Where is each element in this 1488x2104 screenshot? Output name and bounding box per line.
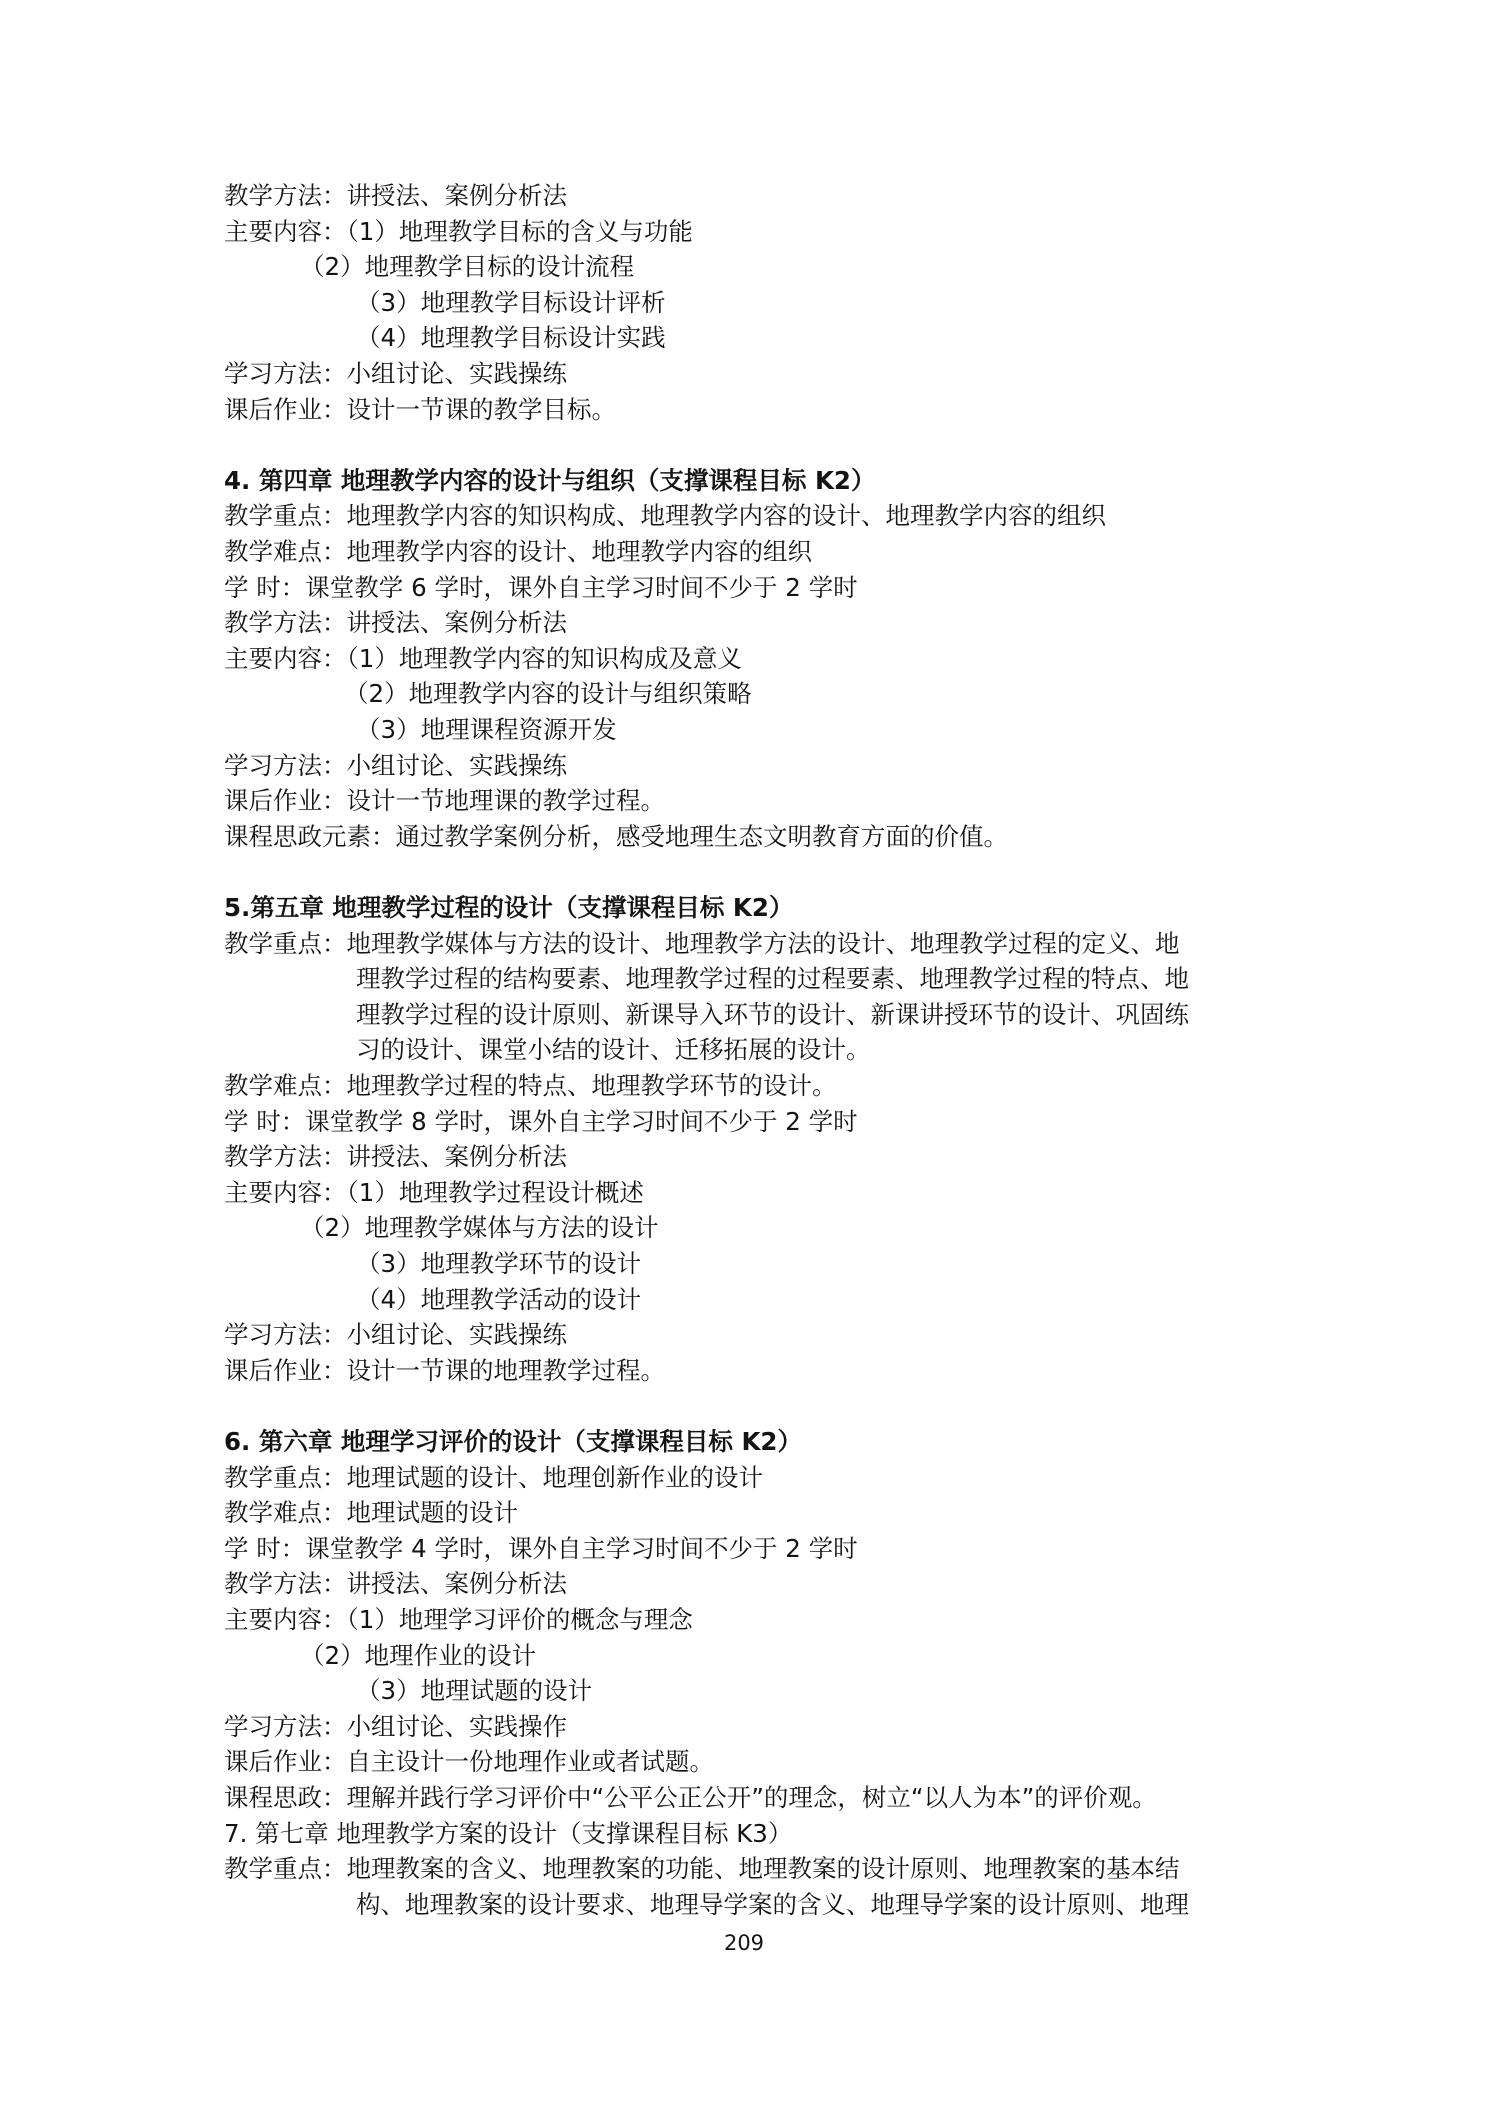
text-line: 教学方法：讲授法、案例分析法 <box>224 608 567 638</box>
text-line: 学 时：课堂教学 8 学时，课外自主学习时间不少于 2 学时 <box>224 1106 858 1136</box>
text-line: 主要内容：（1）地理学习评价的概念与理念 <box>224 1605 693 1634</box>
page-number: 209 <box>723 1931 765 1955</box>
text-line: 教学重点：地理教案的含义、地理教案的功能、地理教案的设计原则、地理教案的基本结 <box>224 1854 1180 1884</box>
text-line: （2）地理作业的设计 <box>300 1640 537 1670</box>
chapter-heading: 6. 第六章 地理学习评价的设计（支撑课程目标 K2） <box>224 1427 802 1456</box>
text-line: 学习方法：小组讨论、实践操作 <box>224 1711 567 1741</box>
text-line: （3）地理课程资源开发 <box>356 715 617 744</box>
text-line: 课后作业：设计一节地理课的教学过程。 <box>224 786 665 816</box>
text-line: 习的设计、课堂小结的设计、迁移拓展的设计。 <box>356 1035 871 1065</box>
text-line: 教学难点：地理试题的设计 <box>224 1498 518 1528</box>
text-line: （3）地理教学目标设计评析 <box>356 287 666 317</box>
text-line: 学习方法：小组讨论、实践操练 <box>224 359 567 388</box>
text-line: （3）地理试题的设计 <box>356 1676 593 1706</box>
text-line: 教学方法：讲授法、案例分析法 <box>224 1142 567 1172</box>
text-line: 教学重点：地理教学内容的知识构成、地理教学内容的设计、地理教学内容的组织 <box>224 501 1106 531</box>
text-line: （4）地理教学目标设计实践 <box>356 323 666 353</box>
text-line: （4）地理教学活动的设计 <box>356 1284 642 1314</box>
text-line: 课后作业：设计一节课的教学目标。 <box>224 394 616 424</box>
text-line: 主要内容：（1）地理教学过程设计概述 <box>224 1177 644 1207</box>
text-line: 教学方法：讲授法、案例分析法 <box>224 181 567 210</box>
text-line: 课程思政元素：通过教学案例分析，感受地理生态文明教育方面的价值。 <box>224 821 1008 851</box>
text-line: 教学重点：地理试题的设计、地理创新作业的设计 <box>224 1462 763 1492</box>
text-line: 教学重点：地理教学媒体与方法的设计、地理教学方法的设计、地理教学过程的定义、地 <box>224 928 1180 958</box>
text-line: （3）地理教学环节的设计 <box>356 1249 642 1278</box>
text-line: 课后作业：自主设计一份地理作业或者试题。 <box>224 1747 714 1777</box>
text-line: 学习方法：小组讨论、实践操练 <box>224 1320 567 1350</box>
text-line: 教学方法：讲授法、案例分析法 <box>224 1569 567 1599</box>
text-line: 学 时：课堂教学 6 学时，课外自主学习时间不少于 2 学时 <box>224 572 858 602</box>
text-line: （2）地理教学内容的设计与组织策略 <box>344 679 752 709</box>
text-line: 教学难点：地理教学内容的设计、地理教学内容的组织 <box>224 537 812 566</box>
chapter-heading: 5.第五章 地理教学过程的设计（支撑课程目标 K2） <box>224 893 794 922</box>
text-line: （2）地理教学媒体与方法的设计 <box>300 1213 659 1243</box>
text-line: 主要内容：（1）地理教学目标的含义与功能 <box>224 216 693 246</box>
text-line: 课程思政：理解并践行学习评价中“公平公正公开”的理念，树立“以人为本”的评价观。 <box>224 1783 1157 1812</box>
text-line: 7. 第七章 地理教学方案的设计（支撑课程目标 K3） <box>224 1818 793 1848</box>
text-line: 学 时：课堂教学 4 学时，课外自主学习时间不少于 2 学时 <box>224 1533 858 1563</box>
text-line: 课后作业：设计一节课的地理教学过程。 <box>224 1355 665 1385</box>
text-line: （2）地理教学目标的设计流程 <box>300 252 635 282</box>
text-line: 构、地理教案的设计要求、地理导学案的含义、地理导学案的设计原则、地理 <box>356 1889 1189 1919</box>
text-line: 理教学过程的结构要素、地理教学过程的过程要素、地理教学过程的特点、地 <box>356 964 1189 994</box>
chapter-heading: 4. 第四章 地理教学内容的设计与组织（支撑课程目标 K2） <box>224 465 876 495</box>
text-line: 主要内容：（1）地理教学内容的知识构成及意义 <box>224 643 742 673</box>
text-line: 学习方法：小组讨论、实践操练 <box>224 750 567 780</box>
text-line: 教学难点：地理教学过程的特点、地理教学环节的设计。 <box>224 1071 837 1100</box>
text-line: 理教学过程的设计原则、新课导入环节的设计、新课讲授环节的设计、巩固练 <box>356 999 1189 1029</box>
